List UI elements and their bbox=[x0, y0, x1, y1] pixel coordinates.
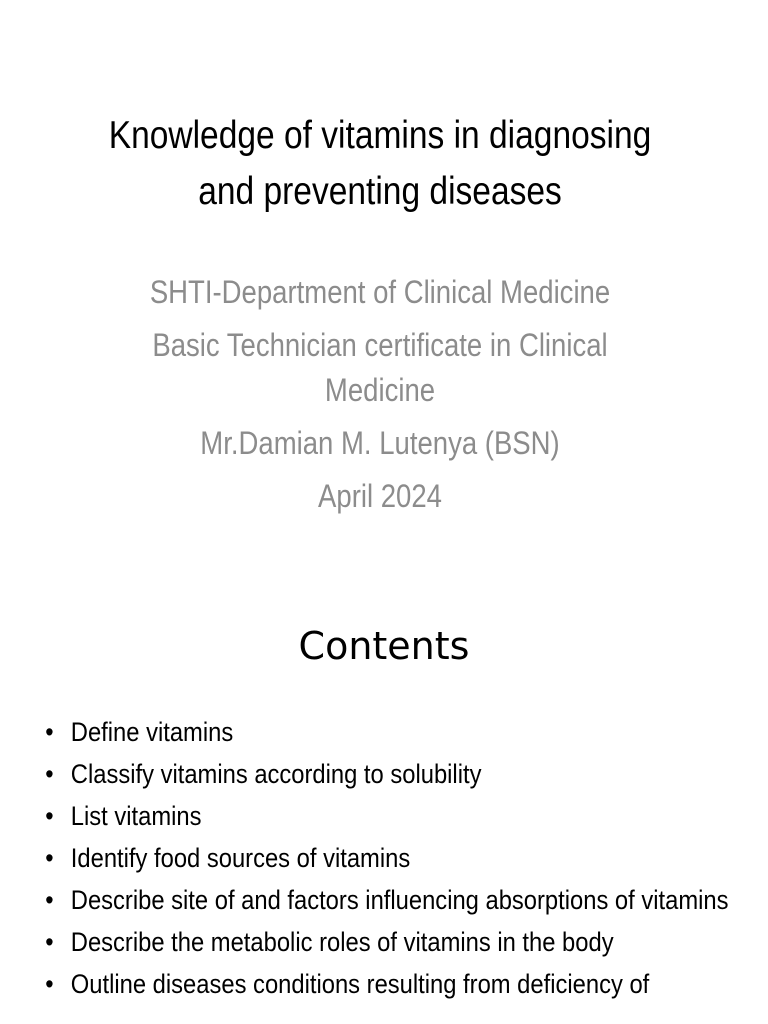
list-item-text: Identify food sources of vitamins bbox=[70, 843, 411, 873]
list-item bbox=[40, 966, 740, 1002]
bullet-icon: • bbox=[45, 801, 54, 831]
course-text: Basic Technician certificate in Clinical Medicine bbox=[152, 327, 608, 408]
slide-title bbox=[88, 108, 673, 220]
contents-slide bbox=[0, 576, 768, 1024]
bullet-icon: • bbox=[45, 927, 54, 957]
bullet-icon: • bbox=[45, 717, 54, 747]
bullet-icon: • bbox=[45, 759, 54, 789]
list-item-text: Define vitamins bbox=[70, 717, 234, 747]
slide-subtitle bbox=[122, 270, 638, 527]
list-item bbox=[40, 714, 740, 750]
list-item bbox=[40, 924, 740, 960]
list-item bbox=[40, 756, 740, 792]
list-item bbox=[40, 840, 740, 876]
contents-title: Contents bbox=[298, 624, 470, 668]
slide-title-line-1: Knowledge of vitamins in diagnosing bbox=[108, 114, 652, 157]
bullet-icon: • bbox=[45, 843, 54, 873]
slide-title-line-2: and preventing diseases bbox=[198, 170, 562, 213]
bullet-icon: • bbox=[45, 969, 54, 999]
contents-list bbox=[40, 714, 729, 1008]
list-item bbox=[40, 882, 740, 918]
list-item bbox=[40, 798, 740, 834]
bullet-icon: • bbox=[45, 885, 54, 915]
list-item-text: Classify vitamins according to solubility bbox=[70, 759, 482, 789]
list-item-text: List vitamins bbox=[70, 801, 202, 831]
list-item-text: Describe the metabolic roles of vitamins in the body bbox=[70, 927, 614, 957]
author-text: Mr.Damian M. Lutenya (BSN) bbox=[200, 425, 560, 461]
list-item-text: Describe site of and factors influencing absorptions of vitamins bbox=[70, 885, 729, 915]
date-text: April 2024 bbox=[318, 478, 442, 514]
department-text: SHTI-Department of Clinical Medicine bbox=[149, 274, 611, 310]
list-item-text: Outline diseases conditions resulting from deficiency of bbox=[70, 969, 650, 999]
